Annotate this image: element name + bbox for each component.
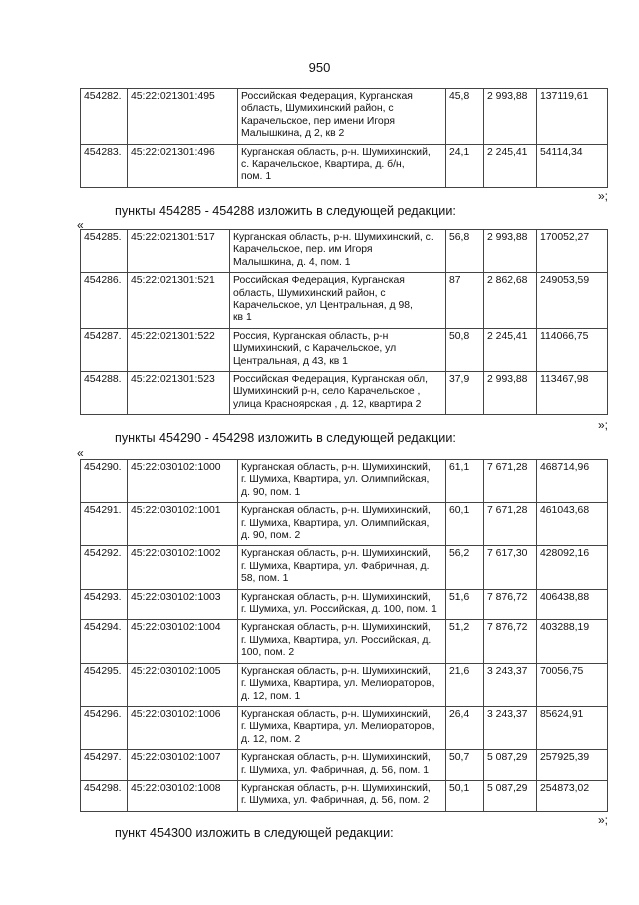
address-line: д. 12, пом. 1 xyxy=(241,690,301,702)
address-line: Курганская область, р-н. Шумихинский, xyxy=(241,752,431,764)
amendment-paragraph-1: пункты 454285 - 454288 изложить в следующей редакции: xyxy=(115,204,456,218)
address-line: Курганская область, р-н. Шумихинский, с. xyxy=(233,232,434,243)
area-cell: 56,2 xyxy=(446,546,484,589)
row-number-cell: 454290. xyxy=(81,460,128,503)
table-2-body xyxy=(81,230,608,415)
table-row xyxy=(81,750,608,781)
cadastral-number-cell: 45:22:030102:1001 xyxy=(128,503,238,546)
address-line: г. Шумиха, ул. Фабричная, д. 56, пом. 1 xyxy=(241,764,430,776)
rate-cell: 5 087,29 xyxy=(484,780,537,811)
amendment-paragraph-3: пункт 454300 изложить в следующей редакции: xyxy=(115,826,394,840)
address-line: Малышкина, д. 4, пом. 1 xyxy=(233,256,351,268)
address-cell xyxy=(238,750,446,781)
property-table-1 xyxy=(80,88,608,188)
table-row xyxy=(81,273,608,329)
cadastral-value-cell: 428092,16 xyxy=(537,546,608,589)
row-number-cell: 454297. xyxy=(81,750,128,781)
address-line: Карачельское, пер имени Игоря xyxy=(241,115,395,127)
cadastral-value-cell: 85624,91 xyxy=(537,706,608,749)
address-cell xyxy=(230,273,446,329)
rate-cell: 2 993,88 xyxy=(484,372,537,415)
area-cell: 24,1 xyxy=(446,144,484,187)
area-cell: 87 xyxy=(446,273,484,329)
address-line: Курганская область, р-н. Шумихинский, xyxy=(241,782,431,794)
cadastral-value-cell: 170052,27 xyxy=(537,230,608,273)
address-line: с. Карачельское, Квартира, д. б/н, xyxy=(241,159,405,171)
cadastral-value-cell: 468714,96 xyxy=(537,460,608,503)
row-number-cell: 454293. xyxy=(81,589,128,620)
closing-quote-3: »; xyxy=(597,813,608,827)
cadastral-value-cell: 254873,02 xyxy=(537,780,608,811)
rate-cell: 2 862,68 xyxy=(484,273,537,329)
rate-cell: 3 243,37 xyxy=(484,706,537,749)
address-line: Центральная, д 43, кв 1 xyxy=(233,355,348,367)
row-number-cell: 454298. xyxy=(81,780,128,811)
table-1-body xyxy=(81,89,608,188)
address-line: г. Шумиха, ул. Российская, д. 100, пом. 1 xyxy=(241,604,437,616)
address-line: Курганская область, р-н. Шумихинский, xyxy=(241,622,431,634)
area-cell: 51,2 xyxy=(446,620,484,663)
area-cell: 50,8 xyxy=(446,328,484,371)
area-cell: 37,9 xyxy=(446,372,484,415)
table-row xyxy=(81,460,608,503)
closing-quote-2: »; xyxy=(597,418,608,432)
address-line: Курганская область, р-н. Шумихинский, xyxy=(241,591,431,603)
address-cell xyxy=(238,663,446,706)
cadastral-value-cell: 113467,98 xyxy=(537,372,608,415)
address-line: г. Шумиха, Квартира, ул. Олимпийская, xyxy=(241,517,430,529)
cadastral-value-cell: 70056,75 xyxy=(537,663,608,706)
area-cell: 56,8 xyxy=(446,230,484,273)
cadastral-number-cell: 45:22:030102:1007 xyxy=(128,750,238,781)
rate-cell: 7 671,28 xyxy=(484,460,537,503)
address-line: г. Шумиха, Квартира, ул. Мелиораторов, xyxy=(241,678,435,690)
rate-cell: 7 617,30 xyxy=(484,546,537,589)
address-cell xyxy=(230,372,446,415)
rate-cell: 2 993,88 xyxy=(484,89,537,145)
address-line: Карачельское, ул Центральная, д 98, xyxy=(233,300,413,312)
address-line: улица Красноярская , д. 12, квартира 2 xyxy=(233,398,422,410)
address-line: г. Шумиха, Квартира, ул. Олимпийская, xyxy=(241,474,430,486)
table-row xyxy=(81,780,608,811)
address-cell xyxy=(238,546,446,589)
address-line: Курганская область, р-н. Шумихинский, xyxy=(241,505,431,517)
address-line: д. 90, пом. 2 xyxy=(241,530,301,542)
property-table-2 xyxy=(80,229,608,415)
address-line: д. 12, пом. 2 xyxy=(241,733,301,745)
row-number-cell: 454287. xyxy=(81,328,128,371)
cadastral-number-cell: 45:22:021301:495 xyxy=(128,89,238,145)
cadastral-value-cell: 403288,19 xyxy=(537,620,608,663)
address-line: Курганская область, р-н. Шумихинский, xyxy=(241,146,431,158)
cadastral-number-cell: 45:22:021301:517 xyxy=(128,230,230,273)
cadastral-value-cell: 461043,68 xyxy=(537,503,608,546)
row-number-cell: 454296. xyxy=(81,706,128,749)
address-cell xyxy=(238,460,446,503)
rate-cell: 7 876,72 xyxy=(484,620,537,663)
address-line: Карачельское, пер. им Игоря xyxy=(233,244,373,256)
address-line: Шумихинский р-н, село Карачельское , xyxy=(233,386,421,398)
address-cell xyxy=(238,503,446,546)
table-row xyxy=(81,620,608,663)
address-line: Российская Федерация, Курганская xyxy=(233,275,405,287)
address-line: Малышкина, д 2, кв 2 xyxy=(241,128,345,140)
table-3-body xyxy=(81,460,608,812)
area-cell: 61,1 xyxy=(446,460,484,503)
address-line: Курганская область, р-н. Шумихинский, xyxy=(241,462,431,473)
table-row xyxy=(81,663,608,706)
row-number-cell: 454292. xyxy=(81,546,128,589)
table-row xyxy=(81,372,608,415)
row-number-cell: 454285. xyxy=(81,230,128,273)
cadastral-number-cell: 45:22:021301:522 xyxy=(128,328,230,371)
cadastral-number-cell: 45:22:030102:1000 xyxy=(128,460,238,503)
address-cell xyxy=(230,328,446,371)
cadastral-number-cell: 45:22:030102:1004 xyxy=(128,620,238,663)
address-cell xyxy=(238,780,446,811)
area-cell: 26,4 xyxy=(446,706,484,749)
area-cell: 60,1 xyxy=(446,503,484,546)
address-line: д. 90, пом. 1 xyxy=(241,486,301,498)
cadastral-value-cell: 54114,34 xyxy=(537,144,608,187)
cadastral-value-cell: 406438,88 xyxy=(537,589,608,620)
cadastral-value-cell: 114066,75 xyxy=(537,328,608,371)
cadastral-number-cell: 45:22:030102:1003 xyxy=(128,589,238,620)
row-number-cell: 454288. xyxy=(81,372,128,415)
area-cell: 21,6 xyxy=(446,663,484,706)
area-cell: 50,7 xyxy=(446,750,484,781)
address-line: 100, пом. 2 xyxy=(241,647,295,659)
amendment-paragraph-2: пункты 454290 - 454298 изложить в следующей редакции: xyxy=(115,431,456,445)
rate-cell: 2 245,41 xyxy=(484,328,537,371)
table-row xyxy=(81,230,608,273)
cadastral-value-cell: 249053,59 xyxy=(537,273,608,329)
address-line: Курганская область, р-н. Шумихинский, xyxy=(241,708,431,720)
table-row xyxy=(81,89,608,145)
cadastral-number-cell: 45:22:030102:1005 xyxy=(128,663,238,706)
rate-cell: 2 993,88 xyxy=(484,230,537,273)
opening-quote-2: « xyxy=(77,446,84,460)
cadastral-number-cell: 45:22:030102:1008 xyxy=(128,780,238,811)
opening-quote-1: « xyxy=(77,218,84,232)
area-cell: 51,6 xyxy=(446,589,484,620)
cadastral-number-cell: 45:22:030102:1002 xyxy=(128,546,238,589)
page-number: 950 xyxy=(308,60,331,75)
cadastral-number-cell: 45:22:030102:1006 xyxy=(128,706,238,749)
address-line: г. Шумиха, Квартира, ул. Фабричная, д. xyxy=(241,560,430,572)
address-cell xyxy=(230,230,446,273)
address-line: область, Шумихинский район, с xyxy=(233,287,386,299)
address-line: Курганская область, р-н. Шумихинский, xyxy=(241,665,431,677)
cadastral-number-cell: 45:22:021301:496 xyxy=(128,144,238,187)
area-cell: 45,8 xyxy=(446,89,484,145)
table-row xyxy=(81,706,608,749)
table-row xyxy=(81,546,608,589)
table-row xyxy=(81,503,608,546)
address-line: г. Шумиха, Квартира, ул. Мелиораторов, xyxy=(241,721,435,733)
cadastral-value-cell: 257925,39 xyxy=(537,750,608,781)
table-row xyxy=(81,144,608,187)
row-number-cell: 454283. xyxy=(81,144,128,187)
address-cell xyxy=(238,89,446,145)
property-table-3 xyxy=(80,459,608,812)
area-cell: 50,1 xyxy=(446,780,484,811)
rate-cell: 7 671,28 xyxy=(484,503,537,546)
cadastral-number-cell: 45:22:021301:523 xyxy=(128,372,230,415)
row-number-cell: 454282. xyxy=(81,89,128,145)
rate-cell: 3 243,37 xyxy=(484,663,537,706)
address-line: Курганская область, р-н. Шумихинский, xyxy=(241,548,431,560)
address-cell xyxy=(238,144,446,187)
row-number-cell: 454286. xyxy=(81,273,128,329)
row-number-cell: 454295. xyxy=(81,663,128,706)
row-number-cell: 454291. xyxy=(81,503,128,546)
table-row xyxy=(81,589,608,620)
address-line: г. Шумиха, Квартира, ул. Российская, д. xyxy=(241,634,432,646)
address-cell xyxy=(238,620,446,663)
address-line: Российская Федерация, Курганская xyxy=(241,91,413,102)
address-line: пом. 1 xyxy=(241,171,272,183)
rate-cell: 2 245,41 xyxy=(484,144,537,187)
row-number-cell: 454294. xyxy=(81,620,128,663)
cadastral-number-cell: 45:22:021301:521 xyxy=(128,273,230,329)
address-line: Россия, Курганская область, р-н xyxy=(233,330,389,342)
address-line: г. Шумиха, ул. Фабричная, д. 56, пом. 2 xyxy=(241,795,430,807)
address-line: Российская Федерация, Курганская обл, xyxy=(233,374,428,386)
rate-cell: 5 087,29 xyxy=(484,750,537,781)
address-line: область, Шумихинский район, с xyxy=(241,103,394,115)
cadastral-value-cell: 137119,61 xyxy=(537,89,608,145)
address-line: 58, пом. 1 xyxy=(241,573,289,585)
closing-quote-1: »; xyxy=(597,189,608,203)
address-cell xyxy=(238,706,446,749)
address-cell xyxy=(238,589,446,620)
address-line: Шумихинский, с Карачельское, ул xyxy=(233,343,397,355)
table-row xyxy=(81,328,608,371)
rate-cell: 7 876,72 xyxy=(484,589,537,620)
address-line: кв 1 xyxy=(233,312,252,324)
